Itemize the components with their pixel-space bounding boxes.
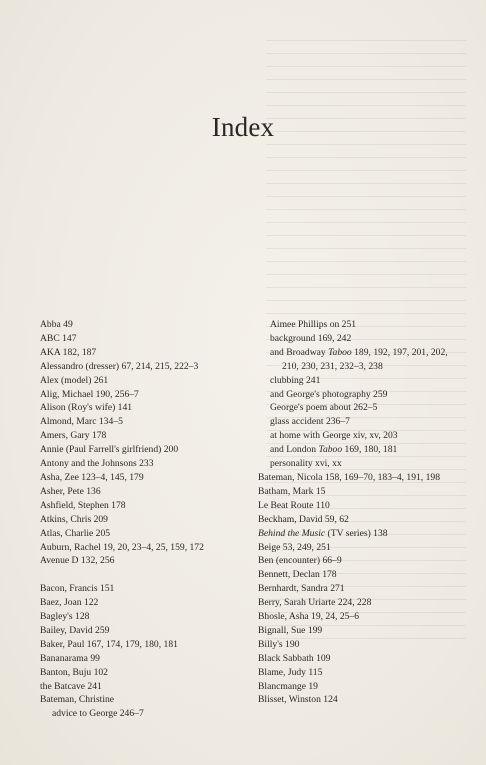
index-entry: Amers, Gary 178: [40, 430, 107, 442]
index-subentry: at home with George xiv, xv, 203: [270, 430, 398, 442]
index-column-right: [258, 318, 458, 707]
index-entry: Baez, Joan 122: [40, 597, 99, 609]
index-subentry: background 169, 242: [270, 332, 352, 344]
index-entry: Abba 49: [40, 319, 73, 330]
index-subentry: clubbing 241: [270, 374, 321, 386]
index-entry: Bhosle, Asha 19, 24, 25–6: [258, 611, 360, 623]
index-entry: the Batcave 241: [40, 680, 102, 692]
index-entry: Auburn, Rachel 19, 20, 23–4, 25, 159, 172: [40, 541, 204, 553]
index-subentry: glass accident 236–7: [270, 416, 350, 428]
section-gap: [40, 568, 238, 582]
page-title: Index: [211, 112, 275, 142]
index-entry: Avenue D 132, 256: [40, 555, 115, 567]
index-entry: Alex (model) 261: [40, 374, 109, 386]
index-entry: Almond, Marc 134–5: [40, 416, 123, 428]
index-entry: Blisset, Winston 124: [258, 694, 338, 706]
index-entry: Beckham, David 59, 62: [258, 513, 349, 525]
index-entry: Antony and the Johnsons 233: [40, 458, 154, 470]
index-entry: Bagley's 128: [40, 611, 90, 623]
index-entry: Alison (Roy's wife) 141: [40, 402, 133, 414]
index-entry: Banton, Buju 102: [40, 666, 108, 678]
index-subentry: Aimee Phillips on 251: [270, 319, 357, 330]
index-entry: Alessandro (dresser) 67, 214, 215, 222–3: [40, 360, 199, 372]
index-subentry: personality xvi, xx: [270, 458, 342, 470]
index-entry: Alig, Michael 190, 256–7: [40, 388, 139, 400]
index-subentry: advice to George 246–7: [52, 708, 144, 720]
index-entry: Bacon, Francis 151: [40, 583, 115, 595]
index-entry: Berry, Sarah Uriarte 224, 228: [258, 597, 372, 609]
index-entry: Blame, Judy 115: [258, 666, 323, 678]
index-entry: Bananarama 99: [40, 652, 100, 664]
index-entry: Black Sabbath 109: [258, 652, 331, 664]
entry-prefix: and Broadway Taboo 189, 192, 197, 201, 202, 210, 230, 231, 232–3, 238: [270, 346, 448, 372]
index-entry: Annie (Paul Farrell's girlfriend) 200: [40, 444, 179, 456]
index-entry: Asha, Zee 123–4, 145, 179: [40, 471, 144, 483]
index-entry: Behind the Music (TV series) 138: [258, 527, 388, 539]
index-entry: AKA 182, 187: [40, 346, 97, 358]
index-entry: Ben (encounter) 66–9: [258, 555, 342, 567]
index-entry: Billy's 190: [258, 638, 300, 650]
index-subentry: George's poem about 262–5: [270, 402, 378, 414]
index-entry: Bennett, Declan 178: [258, 569, 337, 581]
index-entry: Atlas, Charlie 205: [40, 527, 111, 539]
index-entry: Baker, Paul 167, 174, 179, 180, 181: [40, 638, 178, 650]
index-entry: Bignall, Sue 199: [258, 624, 323, 636]
index-subentry: and London Taboo 169, 180, 181: [270, 444, 398, 456]
index-entry: Bateman, Christine: [40, 694, 115, 706]
index-entry: Beige 53, 249, 251: [258, 541, 331, 553]
index-subentry: and George's photography 259: [270, 388, 388, 400]
index-entry: Asher, Pete 136: [40, 485, 101, 497]
index-entry: Ashfield, Stephen 178: [40, 499, 126, 511]
index-column-left: [40, 318, 238, 721]
index-entry: Bailey, David 259: [40, 624, 110, 636]
index-entry: Atkins, Chris 209: [40, 513, 108, 525]
index-entry: Bernhardt, Sandra 271: [258, 583, 345, 595]
index-entry: Batham, Mark 15: [258, 485, 326, 497]
index-entry: Bateman, Nicola 158, 169–70, 183–4, 191, 198: [258, 471, 440, 483]
index-entry: Le Beat Route 110: [258, 499, 330, 511]
index-subentry-broadway-taboo: [258, 346, 458, 374]
index-entry: ABC 147: [40, 332, 77, 344]
index-entry: Blancmange 19: [258, 680, 318, 692]
